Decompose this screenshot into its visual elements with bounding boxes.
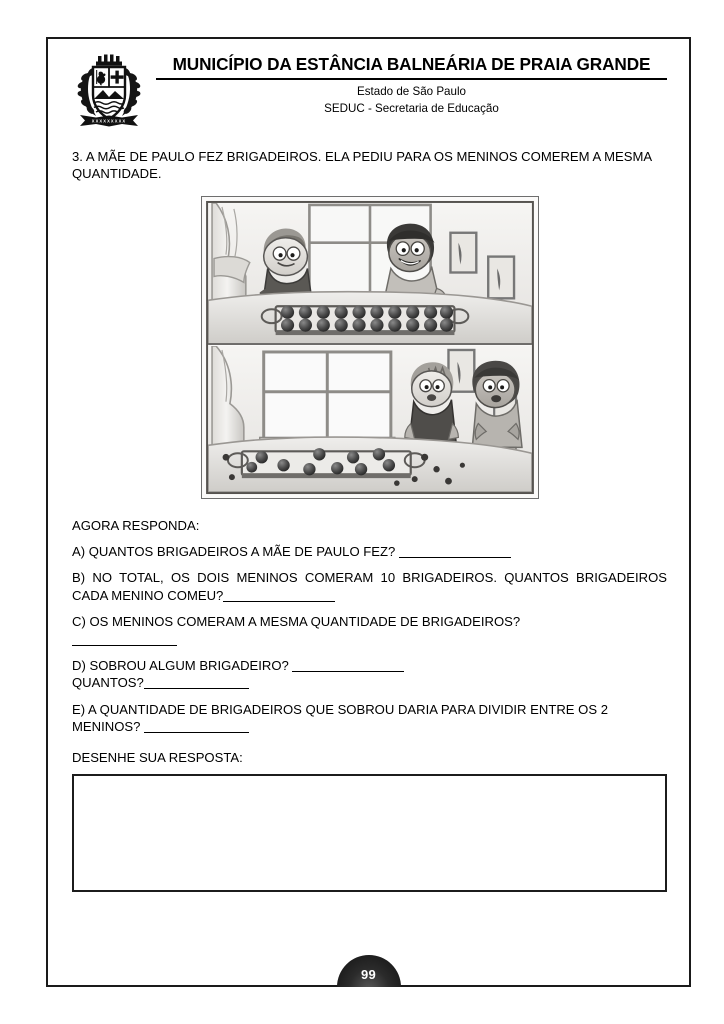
brigadeiros-illustration bbox=[201, 196, 539, 499]
question-d-text-2: QUANTOS? bbox=[72, 675, 144, 691]
question-item-b bbox=[72, 569, 667, 604]
draw-answer-box[interactable] bbox=[72, 774, 667, 892]
question-d-text: D) SOBROU ALGUM BRIGADEIRO? bbox=[72, 658, 289, 673]
answer-blank-a[interactable] bbox=[399, 544, 511, 557]
question-item-e bbox=[72, 701, 667, 736]
header-divider bbox=[156, 78, 667, 80]
question-b-text: B) NO TOTAL, OS DOIS MENINOS COMERAM 10 BRIGADEIROS. QUANTOS BRIGADEIROS CADA MENINO COMEU? bbox=[72, 570, 667, 603]
question-item-c bbox=[72, 613, 667, 648]
page-frame bbox=[46, 37, 691, 987]
answer-prompt: AGORA RESPONDA: bbox=[72, 517, 200, 533]
question-e-text: E) A QUANTIDADE DE BRIGADEIROS QUE SOBROU DARIA PARA DIVIDIR ENTRE OS 2 MENINOS? bbox=[72, 701, 608, 735]
page-content bbox=[48, 39, 689, 985]
question-statement: 3. A MÃE DE PAULO FEZ BRIGADEIROS. ELA PEDIU PARA OS MENINOS COMEREM A MESMA QUANTIDADE. bbox=[72, 149, 652, 182]
draw-answer-label: DESENHE SUA RESPOSTA: bbox=[72, 749, 243, 765]
department-line: SEDUC - Secretaria de Educação bbox=[324, 101, 499, 115]
coat-of-arms-icon bbox=[72, 51, 146, 131]
svg-text:XXXXXXXXX: XXXXXXXXX bbox=[91, 118, 127, 124]
answer-blank-e[interactable] bbox=[144, 720, 249, 733]
question-a-text: A) QUANTOS BRIGADEIROS A MÃE DE PAULO FEZ? bbox=[72, 543, 396, 559]
municipality-title: MUNICÍPIO DA ESTÂNCIA BALNEÁRIA DE PRAIA GRANDE bbox=[172, 54, 651, 74]
answer-blank-d1[interactable] bbox=[292, 659, 404, 672]
question-c-text: C) OS MENINOS COMERAM A MESMA QUANTIDADE DE BRIGADEIROS? bbox=[72, 614, 521, 630]
state-line: Estado de São Paulo bbox=[357, 84, 466, 98]
page-number-badge: 99 bbox=[337, 955, 401, 987]
questions-section bbox=[72, 517, 667, 736]
header-text-block bbox=[156, 51, 667, 117]
answer-blank-d2[interactable] bbox=[144, 676, 249, 689]
answer-blank-b[interactable] bbox=[223, 588, 335, 601]
answer-blank-c[interactable] bbox=[72, 632, 177, 645]
question-item-d bbox=[72, 657, 667, 692]
illustration-wrap bbox=[72, 196, 667, 499]
question-item-a bbox=[72, 543, 667, 560]
document-header bbox=[72, 47, 667, 131]
